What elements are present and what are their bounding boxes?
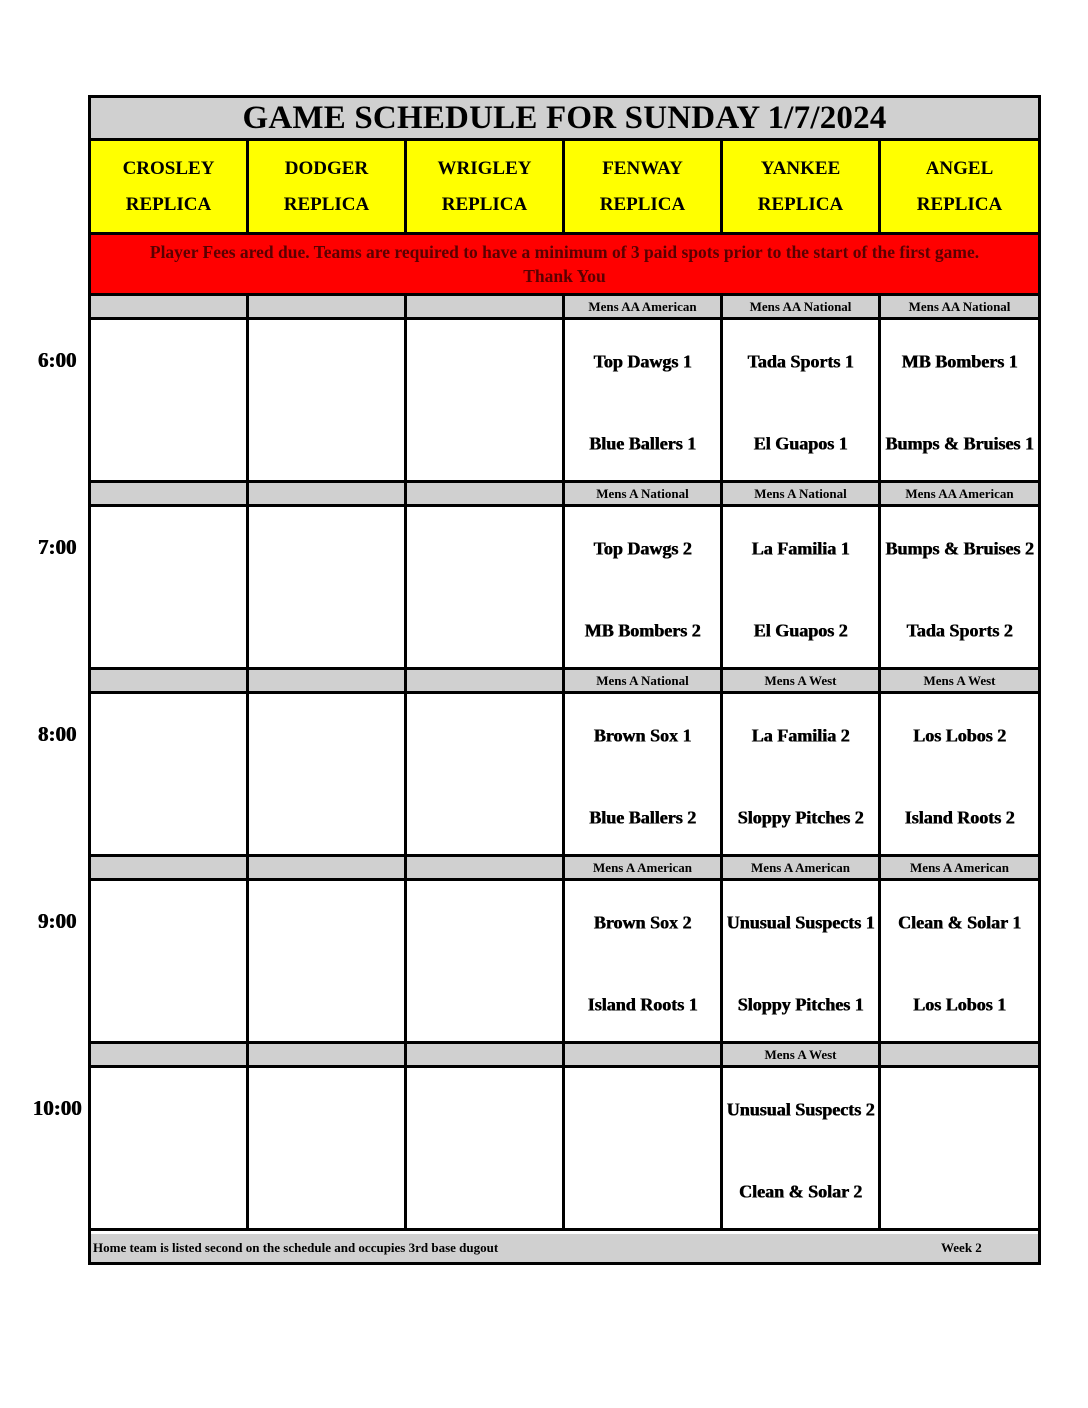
division-label <box>91 296 249 317</box>
field-fenway <box>565 141 723 232</box>
division-label <box>249 857 407 878</box>
division-label <box>407 1044 565 1065</box>
division-label <box>407 483 565 504</box>
division-label: Mens A American <box>565 857 723 878</box>
away-team: Unusual Suspects 2 <box>726 1099 875 1120</box>
division-row <box>91 296 1038 320</box>
home-team: Blue Ballers 1 <box>589 433 696 454</box>
division-label: Mens A National <box>565 483 723 504</box>
time-label: 8:00 <box>37 722 77 746</box>
field-name: FENWAY <box>602 157 683 179</box>
time-slot <box>91 857 1038 1044</box>
home-team-note: Home team is listed second on the schedule and occupies 3rd base dugout <box>93 1240 499 1255</box>
division-row <box>91 670 1038 694</box>
game-cell <box>881 507 1038 667</box>
field-name: CROSLEY <box>122 157 215 179</box>
away-team: Brown Sox 1 <box>593 725 692 746</box>
home-team: Sloppy Pitches 2 <box>737 807 864 828</box>
field-wrigley <box>407 141 565 232</box>
time-slot <box>91 483 1038 670</box>
game-cell <box>881 320 1038 480</box>
division-label <box>407 857 565 878</box>
time-label: 9:00 <box>37 909 77 933</box>
division-label <box>91 1044 249 1065</box>
away-team: Top Dawgs 2 <box>593 538 692 559</box>
division-label <box>91 857 249 878</box>
game-cell <box>881 694 1038 854</box>
division-label: Mens AA American <box>565 296 723 317</box>
division-label <box>249 670 407 691</box>
schedule-table <box>88 95 1041 1265</box>
game-cell <box>565 507 723 667</box>
fee-notice-thanks: Thank You <box>523 266 606 286</box>
game-cell <box>249 507 407 667</box>
division-label: Mens AA American <box>881 483 1038 504</box>
page-title: GAME SCHEDULE FOR SUNDAY 1/7/2024 <box>91 98 1038 141</box>
game-cell <box>565 694 723 854</box>
field-sub: REPLICA <box>757 193 844 215</box>
game-cell <box>407 881 565 1041</box>
home-team: El Guapos 1 <box>753 433 848 454</box>
home-team: Blue Ballers 2 <box>589 807 696 828</box>
time-label: 10:00 <box>32 1096 82 1120</box>
division-label: Mens A West <box>723 670 881 691</box>
time-label: 6:00 <box>37 348 77 372</box>
game-cell <box>91 507 249 667</box>
division-label: Mens A American <box>723 857 881 878</box>
division-label <box>881 1044 1038 1065</box>
division-row <box>91 483 1038 507</box>
fee-notice-text: Player Fees ared due. Teams are required to have a minimum of 3 paid spots prior to the start of the first game. <box>149 242 980 262</box>
away-team: Brown Sox 2 <box>593 912 692 933</box>
home-team: El Guapos 2 <box>753 620 848 641</box>
game-cell <box>723 881 881 1041</box>
away-team: Bumps & Bruises 2 <box>885 538 1034 559</box>
home-team: Bumps & Bruises 1 <box>885 433 1034 454</box>
field-angel <box>881 141 1038 232</box>
game-cell <box>407 1068 565 1228</box>
division-label <box>407 296 565 317</box>
game-cell <box>249 881 407 1041</box>
field-sub: REPLICA <box>125 193 212 215</box>
division-label <box>91 670 249 691</box>
away-team: La Familia 2 <box>751 725 850 746</box>
game-row <box>91 881 1038 1044</box>
time-label: 7:00 <box>37 535 77 559</box>
field-sub: REPLICA <box>599 193 686 215</box>
field-name: DODGER <box>284 157 369 179</box>
away-team: Clean & Solar 1 <box>897 912 1022 933</box>
game-cell <box>881 881 1038 1041</box>
home-team: Island Roots 2 <box>904 807 1015 828</box>
game-cell <box>565 320 723 480</box>
field-yankee <box>723 141 881 232</box>
game-cell <box>723 507 881 667</box>
division-label: Mens A West <box>881 670 1038 691</box>
division-label <box>249 1044 407 1065</box>
time-slot <box>91 670 1038 857</box>
game-cell <box>91 881 249 1041</box>
footer-row <box>91 1234 1038 1262</box>
field-crosley <box>91 141 249 232</box>
time-slot <box>91 296 1038 483</box>
away-team: Tada Sports 1 <box>747 351 854 372</box>
time-slot <box>91 1044 1038 1231</box>
away-team: Top Dawgs 1 <box>593 351 692 372</box>
home-team: MB Bombers 2 <box>584 620 701 641</box>
home-team: Island Roots 1 <box>587 994 698 1015</box>
game-cell <box>249 320 407 480</box>
week-label: Week 2 <box>941 1240 982 1255</box>
game-row <box>91 320 1038 483</box>
field-dodger <box>249 141 407 232</box>
division-label <box>249 483 407 504</box>
game-cell <box>565 881 723 1041</box>
field-sub: REPLICA <box>283 193 370 215</box>
division-label: Mens AA National <box>881 296 1038 317</box>
field-name: WRIGLEY <box>437 157 532 179</box>
division-label <box>91 483 249 504</box>
division-label <box>565 1044 723 1065</box>
game-cell <box>91 694 249 854</box>
game-cell <box>723 1068 881 1228</box>
game-row <box>91 507 1038 670</box>
away-team: Unusual Suspects 1 <box>726 912 875 933</box>
field-header-row <box>91 141 1038 235</box>
game-cell <box>91 320 249 480</box>
home-team: Los Lobos 1 <box>912 994 1007 1015</box>
division-label: Mens AA National <box>723 296 881 317</box>
home-team: Clean & Solar 2 <box>738 1181 863 1202</box>
division-row <box>91 857 1038 881</box>
game-cell <box>407 320 565 480</box>
division-row <box>91 1044 1038 1068</box>
game-row <box>91 694 1038 857</box>
division-label <box>249 296 407 317</box>
field-sub: REPLICA <box>916 193 1003 215</box>
division-label: Mens A West <box>723 1044 881 1065</box>
game-cell <box>249 694 407 854</box>
division-label <box>407 670 565 691</box>
away-team: La Familia 1 <box>751 538 850 559</box>
division-label: Mens A National <box>723 483 881 504</box>
away-team: MB Bombers 1 <box>901 351 1018 372</box>
field-sub: REPLICA <box>441 193 528 215</box>
game-cell <box>407 694 565 854</box>
division-label: Mens A National <box>565 670 723 691</box>
game-row <box>91 1068 1038 1231</box>
game-cell <box>723 320 881 480</box>
field-name: YANKEE <box>760 157 841 179</box>
home-team: Sloppy Pitches 1 <box>737 994 864 1015</box>
home-team: Tada Sports 2 <box>906 620 1013 641</box>
game-cell <box>249 1068 407 1228</box>
game-cell <box>881 1068 1038 1228</box>
game-cell <box>565 1068 723 1228</box>
game-cell <box>407 507 565 667</box>
fee-notice-banner <box>91 235 1038 296</box>
division-label: Mens A American <box>881 857 1038 878</box>
away-team: Los Lobos 2 <box>912 725 1007 746</box>
game-cell <box>723 694 881 854</box>
game-cell <box>91 1068 249 1228</box>
field-name: ANGEL <box>925 157 994 179</box>
